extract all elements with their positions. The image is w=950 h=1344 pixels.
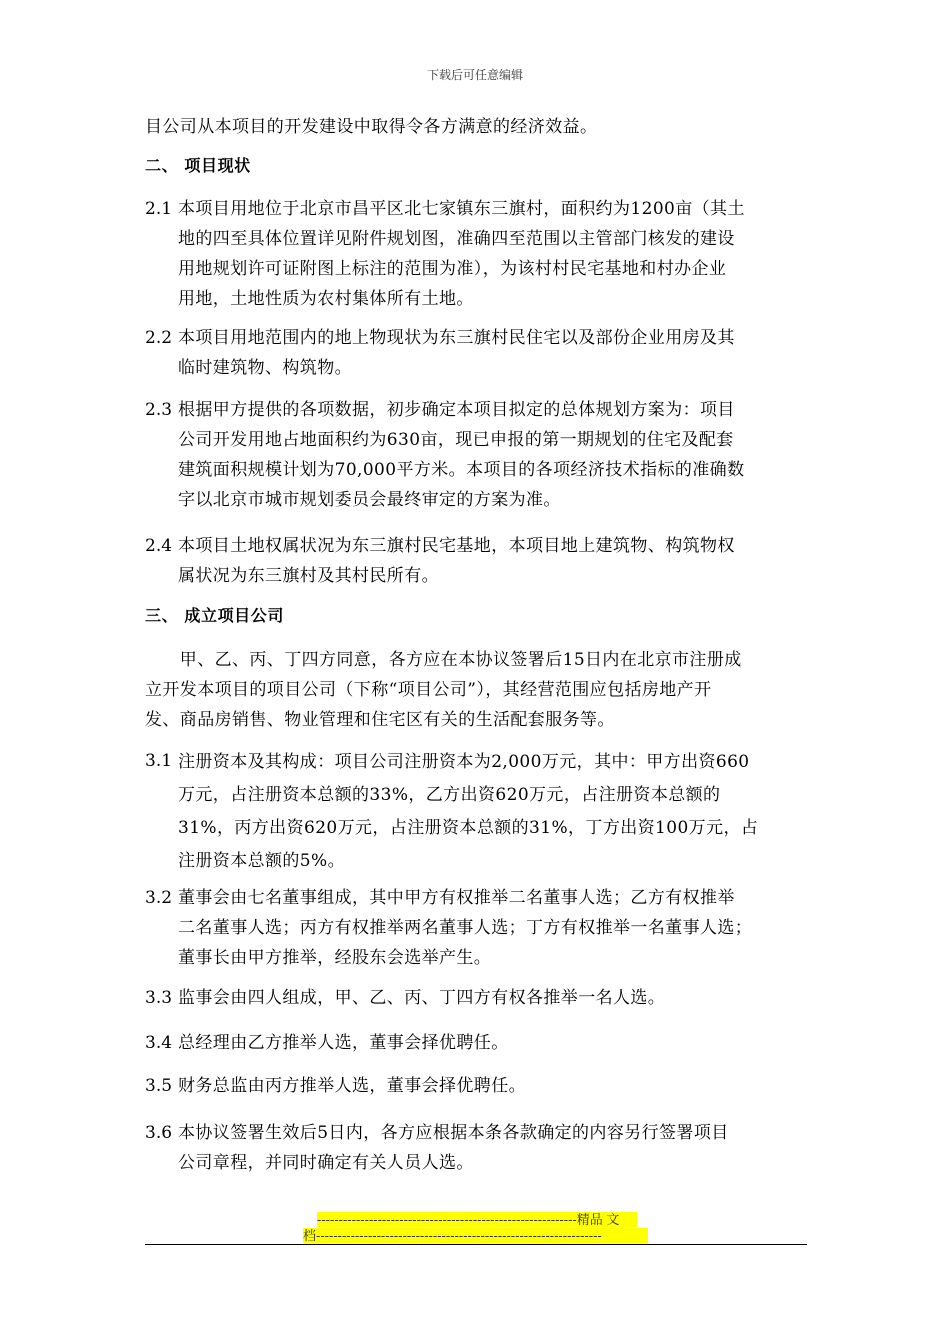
item-3-4 <box>145 1028 807 1058</box>
footer-watermark-line-2: 档------------------------------------------------------------------ <box>303 1228 648 1243</box>
item-2-4 <box>145 531 807 591</box>
item-2-2 <box>145 323 807 383</box>
item-number: 3.1 <box>145 751 173 771</box>
item-line: 本协议签署生效后5日内，各方应根据本条各款确定的内容另行签署项目 <box>178 1123 729 1143</box>
item-line: 注册资本总额的5%。 <box>178 851 345 871</box>
item-2-1 <box>145 194 807 314</box>
item-number: 2.2 <box>145 328 173 348</box>
item-line: 地的四至具体位置详见附件规划图，准确四至范围以主管部门核发的建设 <box>178 229 735 249</box>
item-line: 建筑面积规模计划为70,000平方米。本项目的各项经济技术指标的准确数 <box>178 460 745 480</box>
item-line: 公司开发用地占地面积约为630亩，现已申报的第一期规划的住宅及配套 <box>178 430 734 450</box>
item-number: 3.6 <box>145 1123 173 1143</box>
item-line: 监事会由四人组成，甲、乙、丙、丁四方有权各推举一名人选。 <box>178 988 666 1008</box>
item-3-5 <box>145 1071 807 1101</box>
item-3-2 <box>145 883 807 973</box>
item-number: 3.4 <box>145 1033 173 1053</box>
item-line: 31%，丙方出资620万元，占注册资本总额的31%，丁方出资100万元，占 <box>178 818 759 838</box>
item-line: 字以北京市城市规划委员会最终审定的方案为准。 <box>178 490 561 510</box>
item-line: 注册资本及其构成：项目公司注册资本为2,000万元，其中：甲方出资660 <box>178 752 750 772</box>
item-3-1 <box>145 746 807 878</box>
item-line: 本项目用地范围内的地上物现状为东三旗村民住宅以及部份企业用房及其 <box>178 328 735 348</box>
item-line: 财务总监由丙方推举人选，董事会择优聘任。 <box>178 1076 526 1096</box>
item-line: 公司章程，并同时确定有关人员人选。 <box>178 1153 474 1173</box>
header-note: 下载后可任意编辑 <box>426 68 523 82</box>
section-3-intro <box>145 645 807 735</box>
item-3-3 <box>145 983 807 1013</box>
item-number: 2.3 <box>145 400 173 420</box>
item-number: 3.2 <box>145 888 173 908</box>
item-line: 总经理由乙方推举人选，董事会择优聘任。 <box>178 1033 509 1053</box>
paragraph-line: 甲、乙、丙、丁四方同意，各方应在本协议签署后15日内在北京市注册成 <box>145 650 742 670</box>
paragraph-line: 立开发本项目的项目公司（下称“项目公司”），其经营范围应包括房地产开 <box>145 680 712 700</box>
item-3-6 <box>145 1118 807 1178</box>
item-line: 用地，土地性质为农村集体所有土地。 <box>178 289 474 309</box>
footer-divider <box>145 1244 807 1245</box>
item-line: 二名董事人选；丙方有权推举两名董事人选；丁方有权推举一名董事人选； <box>178 918 753 938</box>
section-2-heading: 二、 项目现状 <box>145 156 251 175</box>
item-line: 临时建筑物、构筑物。 <box>178 358 352 378</box>
item-line: 根据甲方提供的各项数据，初步确定本项目拟定的总体规划方案为：项目 <box>178 400 735 420</box>
paragraph-line: 发、商品房销售、物业管理和住宅区有关的生活配套服务等。 <box>145 710 615 730</box>
footer-watermark-line-1: ------------------------------------------------------------精品 文 <box>317 1212 637 1227</box>
item-number: 3.3 <box>145 988 173 1008</box>
item-line: 本项目用地位于北京市昌平区北七家镇东三旗村，面积约为1200亩（其土 <box>178 199 745 219</box>
section-3-heading: 三、 成立项目公司 <box>145 606 284 625</box>
item-2-3 <box>145 395 807 515</box>
item-line: 万元，占注册资本总额的33%，乙方出资620万元，占注册资本总额的 <box>178 785 721 805</box>
item-line: 董事长由甲方推举，经股东会选举产生。 <box>178 948 492 968</box>
item-number: 2.1 <box>145 199 173 219</box>
item-line: 本项目土地权属状况为东三旗村民宅基地，本项目地上建筑物、构筑物权 <box>178 536 735 556</box>
intro-paragraph: 目公司从本项目的开发建设中取得令各方满意的经济效益。 <box>145 117 598 137</box>
item-line: 用地规划许可证附图上标注的范围为准），为该村村民宅基地和村办企业 <box>178 259 727 279</box>
item-line: 董事会由七名董事组成，其中甲方有权推举二名董事人选；乙方有权推举 <box>178 888 735 908</box>
item-number: 3.5 <box>145 1076 173 1096</box>
item-number: 2.4 <box>145 536 173 556</box>
item-line: 属状况为东三旗村及其村民所有。 <box>178 566 439 586</box>
